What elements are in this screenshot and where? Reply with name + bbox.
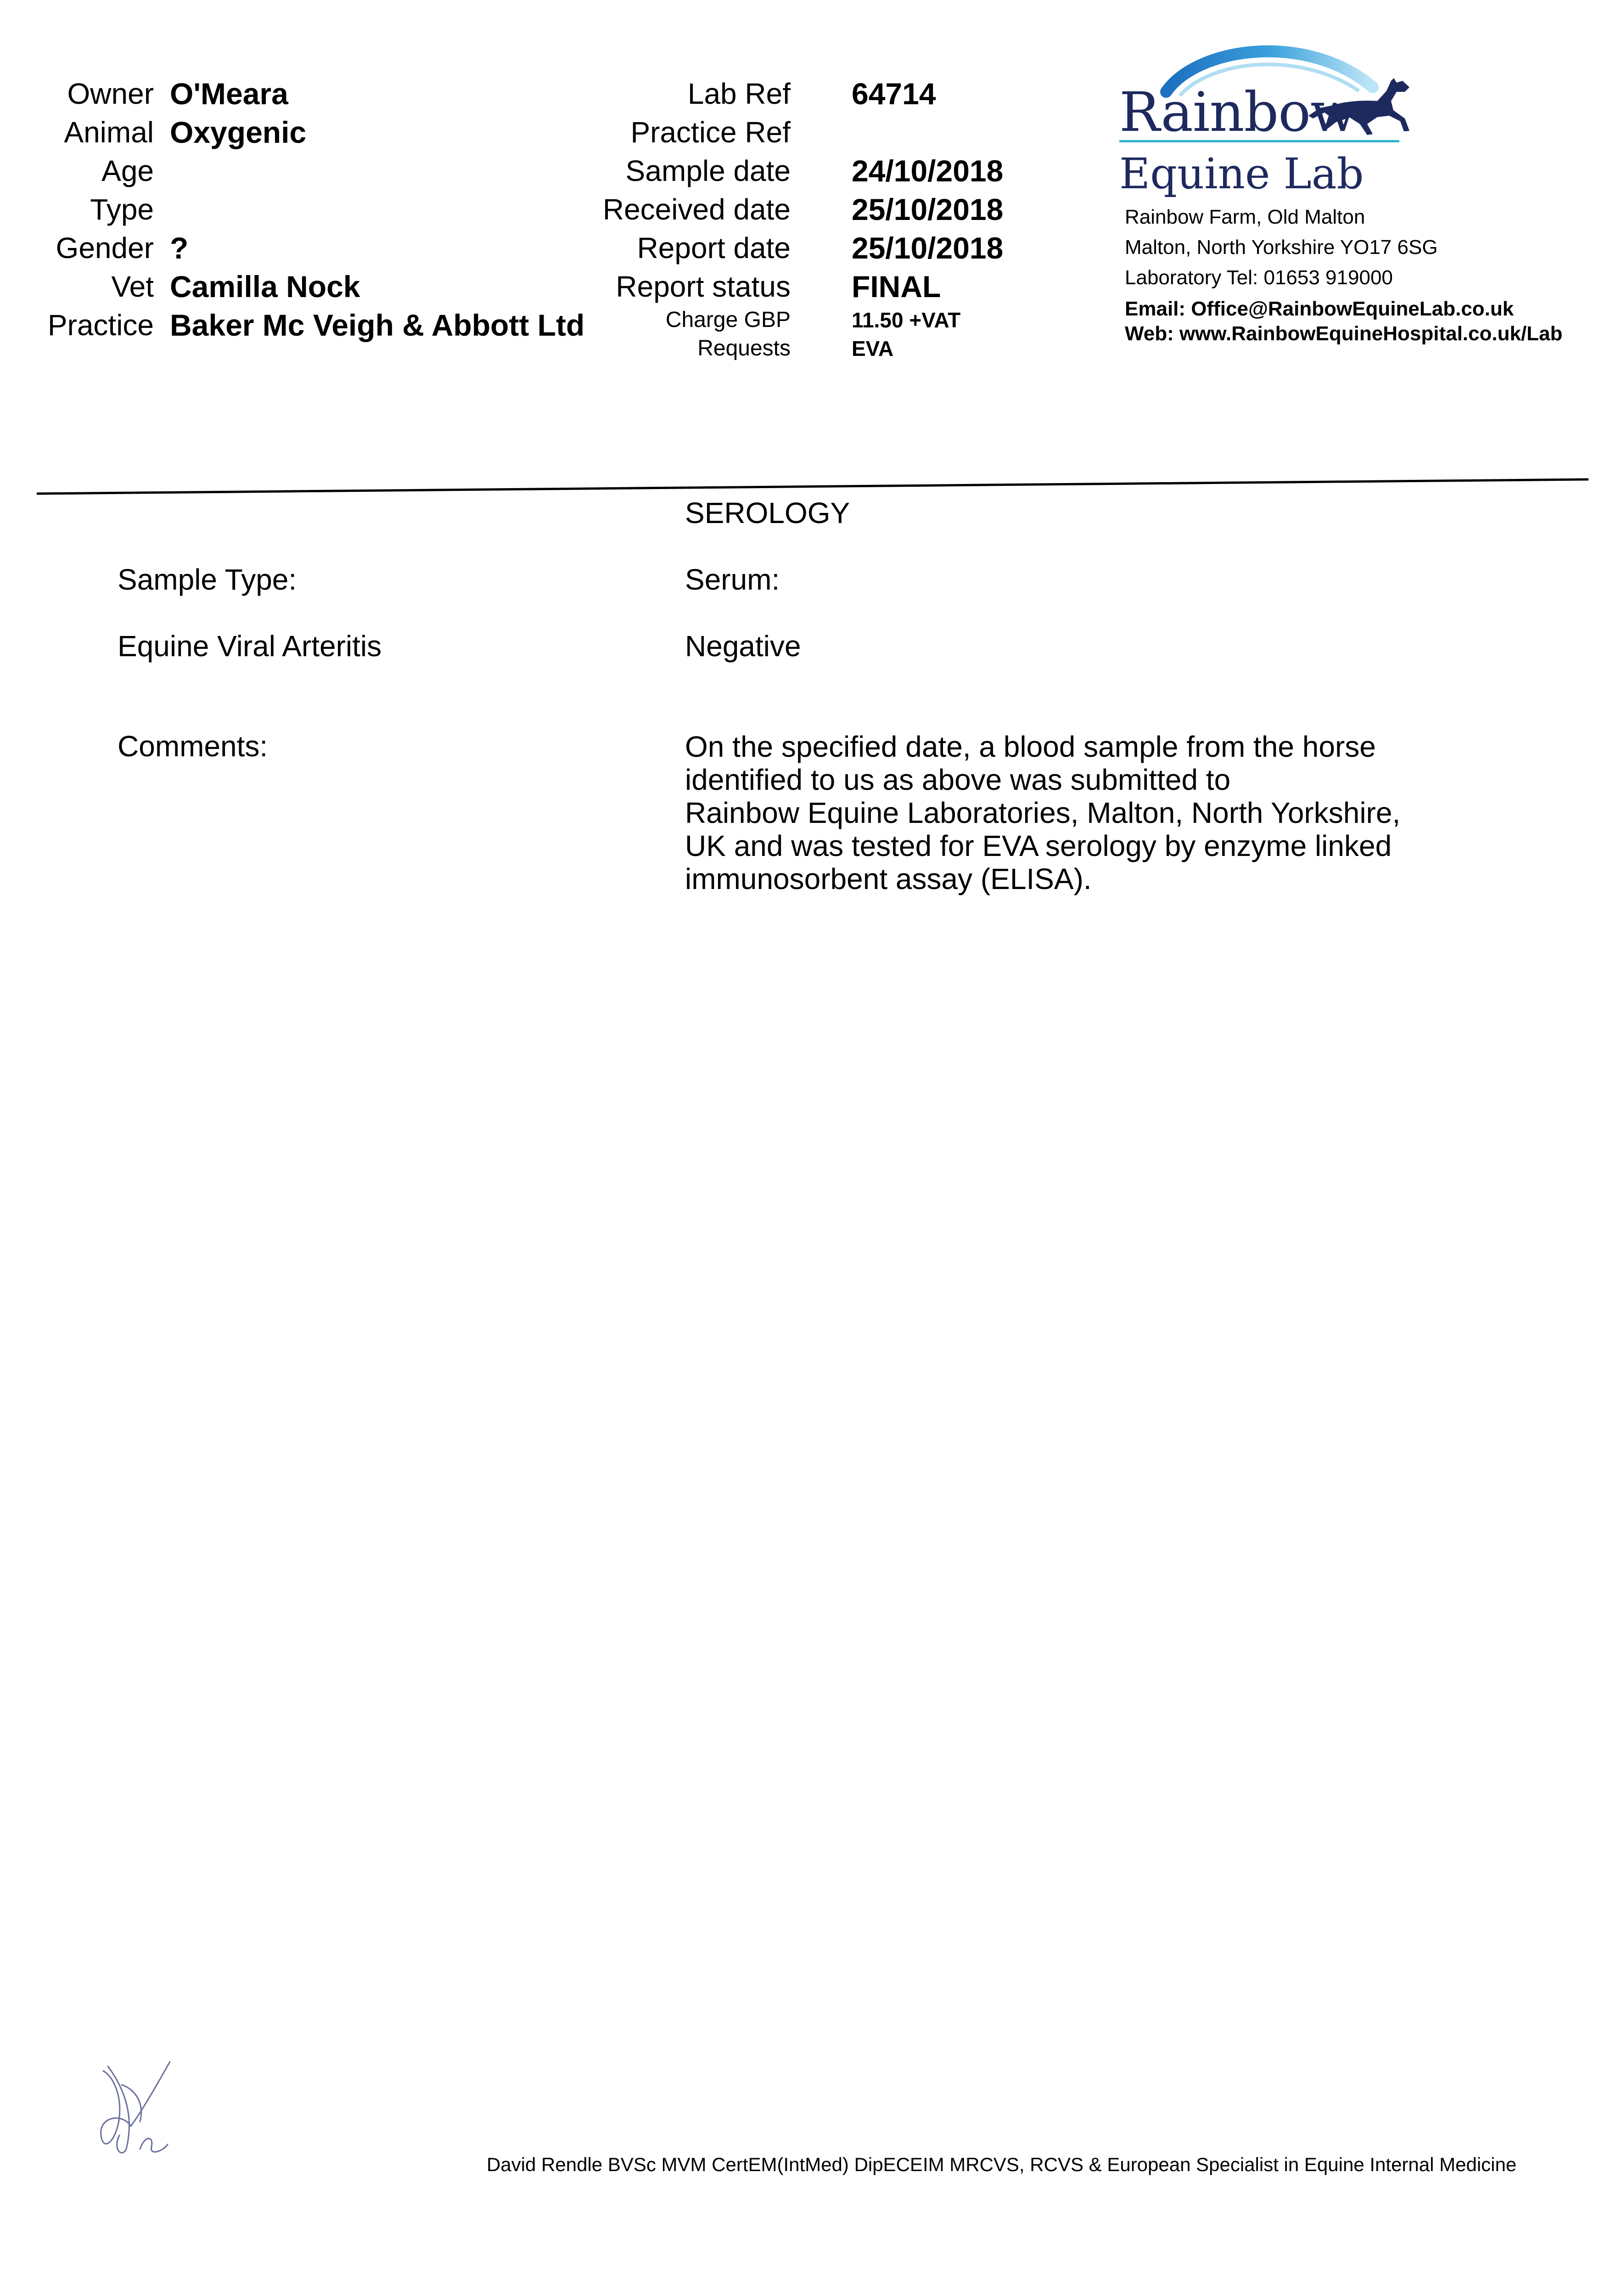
lab-ref-value: 64714 xyxy=(852,77,936,111)
lab-details xyxy=(602,74,1033,363)
report-status-value: FINAL xyxy=(852,270,941,304)
age-label: Age xyxy=(101,154,154,187)
practice-row xyxy=(0,306,643,344)
report-date-label: Report date xyxy=(637,231,791,264)
report-date-value: 25/10/2018 xyxy=(852,231,1004,265)
received-date-row xyxy=(602,190,1033,229)
signature xyxy=(94,2057,186,2165)
sample-date-value: 24/10/2018 xyxy=(852,154,1004,188)
address-line-2: Malton, North Yorkshire YO17 6SG xyxy=(1125,236,1438,259)
vet-value: Camilla Nock xyxy=(170,270,360,304)
age-row xyxy=(0,152,643,190)
section-title: SEROLOGY xyxy=(685,496,850,529)
signatory-credentials: David Rendle BVSc MVM CertEM(IntMed) DipECEIM MRCVS, RCVS & European Specialist in Equine Internal Medicine xyxy=(487,2154,1517,2175)
test-result: Negative xyxy=(685,630,801,663)
lab-ref-label: Lab Ref xyxy=(687,77,791,110)
charge-label: Charge GBP xyxy=(665,308,791,332)
lab-telephone: Laboratory Tel: 01653 919000 xyxy=(1125,266,1393,289)
type-label: Type xyxy=(90,193,154,226)
lab-address xyxy=(1125,202,1621,346)
vet-row xyxy=(0,267,643,306)
requests-row xyxy=(620,334,1033,363)
logo-name: Rainbow xyxy=(1119,80,1357,144)
lab-website: Web: www.RainbowEquineHospital.co.uk/Lab xyxy=(1125,322,1563,345)
gender-value: ? xyxy=(170,231,189,265)
comment-line: identified to us as above was submitted to xyxy=(685,763,1231,796)
received-date-value: 25/10/2018 xyxy=(852,192,1004,226)
gender-label: Gender xyxy=(56,231,154,264)
practice-ref-label: Practice Ref xyxy=(630,116,791,149)
practice-label: Practice xyxy=(47,309,154,342)
sample-type-label: Sample Type: xyxy=(118,563,297,596)
sample-type-value: Serum: xyxy=(685,563,780,596)
animal-value: Oxygenic xyxy=(170,115,307,149)
practice-value: Baker Mc Veigh & Abbott Ltd xyxy=(170,308,585,342)
requests-label: Requests xyxy=(697,336,791,360)
comment-line: On the specified date, a blood sample from the horse xyxy=(685,730,1376,763)
animal-row xyxy=(0,113,643,152)
vet-label: Vet xyxy=(111,270,154,303)
patient-details xyxy=(0,74,643,344)
sample-date-label: Sample date xyxy=(625,154,791,187)
practice-ref-row xyxy=(620,113,1033,152)
lab-ref-row xyxy=(620,74,1033,113)
report-status-row xyxy=(616,267,1033,306)
lab-email: Email: Office@RainbowEquineLab.co.uk xyxy=(1125,298,1514,320)
animal-label: Animal xyxy=(64,116,154,149)
logo-subtitle: Equine Lab xyxy=(1119,149,1364,198)
owner-label: Owner xyxy=(67,77,154,110)
gender-row xyxy=(0,229,643,267)
received-date-label: Received date xyxy=(602,193,791,226)
comments-text xyxy=(685,730,1465,895)
comment-line: UK and was tested for EVA serology by enzyme linked xyxy=(685,829,1392,862)
sample-date-row xyxy=(620,152,1033,190)
rainbow-equine-lab-logo xyxy=(1116,37,1437,202)
owner-value: O'Meara xyxy=(170,77,288,111)
type-row xyxy=(0,190,643,229)
comment-line: Rainbow Equine Laboratories, Malton, North Yorkshire, xyxy=(685,796,1401,829)
comments-label: Comments: xyxy=(118,730,268,763)
test-name: Equine Viral Arteritis xyxy=(118,630,382,663)
report-status-label: Report status xyxy=(616,270,791,303)
owner-row xyxy=(0,74,643,113)
charge-value: 11.50 +VAT xyxy=(852,308,961,332)
requests-value: EVA xyxy=(852,337,894,360)
report-date-row xyxy=(620,229,1033,267)
charge-row xyxy=(620,306,1033,334)
address-line-1: Rainbow Farm, Old Malton xyxy=(1125,206,1365,228)
comment-line: immunosorbent assay (ELISA). xyxy=(685,862,1092,895)
